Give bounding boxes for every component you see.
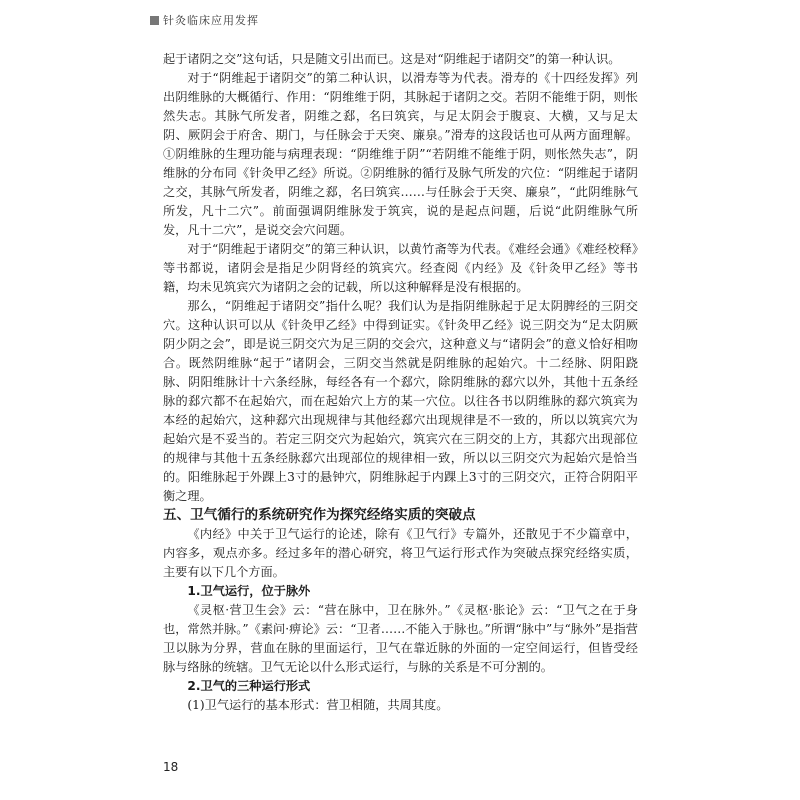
subsection-1-text: 《灵枢·营卫生会》云：“营在脉中，卫在脉外。”《灵枢·胀论》云：“卫气之在于身也，常然并脉。”《素问·痹论》云：“卫者……不能入于脉也。”所谓“脉中”与“脉外”是指营卫以脉为分界，营血在脉的里面运行，卫气在靠近脉的外面的一定空间运行，但皆受经脉与络脉的统辖。卫气无论以什么形式运行，与脉的关系是不可分割的。 <box>163 603 638 674</box>
paragraph-continuation: 起于诸阴之交”这句话，只是随文引出而已。这是对“阴维起于诸阴交”的第一种认识。 <box>163 52 621 66</box>
paragraph: 对于“阴维起于诸阴交”的第三种认识，以黄竹斋等为代表。《难经会通》《难经校释》等书都说，诸阴会是指足少阴肾经的筑宾穴。经查阅《内经》及《针灸甲乙经》等书籍，均未见筑宾穴为诸阴之会的记载，所以这种解释是没有根据的。 <box>163 242 638 294</box>
paragraph: 对于“阴维起于诸阴交”的第二种认识，以滑寿等为代表。滑寿的《十四经发挥》列出阴维脉的大概循行、作用：“阴维维于阴，其脉起于诸阴之交。若阴不能维于阴，则怅然失志。其脉气所发者，阴维之郄，名曰筑宾，与足太阴会于腹哀、大横，又与足太阴、厥阴会于府舍、期门，与任脉会于天突、廉泉。”滑寿的这段话也可从两方面理解。①阴维脉的生理功能与病理表现：“阴维维于阴”“若阴维不能维于阴，则怅然失志”，阴维脉的分布同《针灸甲乙经》所说。②阴维脉的循行及脉气所发的穴位：“阴维起于诸阴之交，其脉气所发者，阴维之郄，名曰筑宾……与任脉会于天突、廉泉”，“此阴维脉气所发，凡十二穴”。前面强调阴维脉发于筑宾，说的是起点问题，后说“此阴维脉气所发，凡十二穴”，是说交会穴问题。 <box>163 71 638 237</box>
subheading-1: 1.卫气运行，位于脉外 <box>187 584 311 598</box>
list-item: (1)卫气运行的基本形式：营卫相随，共周其度。 <box>187 698 449 712</box>
page-number: 18 <box>163 760 179 774</box>
section-intro: 《内经》中关于卫气运行的论述，除有《卫气行》专篇外，还散见于不少篇章中，内容多，观点亦多。经过多年的潜心研究，将卫气运行形式作为突破点探究经络实质，主要有以下几个方面。 <box>163 527 638 579</box>
running-header-title: 针灸临床应用发挥 <box>163 14 259 27</box>
paragraph: 那么，“阴维起于诸阴交”指什么呢？我们认为是指阴维脉起于足太阴脾经的三阴交穴。这种认识可以从《针灸甲乙经》中得到证实。《针灸甲乙经》说三阴交为“足太阴厥阴少阴之会”，即是说三阴交穴为足三阴的交会穴，这种意义与“诸阴会”的意义恰好相吻合。既然阴维脉“起于”诸阴会，三阴交当然就是阴维脉的起始穴。十二经脉、阴阳跷脉、阴阳维脉计十六条经脉，每经各有一个郄穴，除阴维脉的郄穴以外，其他十五条经脉的郄穴都不在起始穴，而在起始穴上方的某一穴位。以往各书以阴维脉的郄穴筑宾为本经的起始穴，这种郄穴出现规律与其他经郄穴出现规律是不一致的，所以以筑宾穴为起始穴是不妥当的。若定三阴交穴为起始穴，筑宾穴在三阴交的上方，其郄穴出现部位的规律与其他十五条经脉郄穴出现部位的规律相一致，所以以三阴交穴为起始穴是恰当的。阳维脉起于外踝上3寸的悬钟穴，阴维脉起于内踝上3寸的三阴交穴，正符合阴阳平衡之理。 <box>163 299 638 503</box>
running-header <box>150 12 259 28</box>
section-heading: 五、卫气循行的系统研究作为探究经络实质的突破点 <box>163 507 476 523</box>
header-square-icon <box>150 16 159 25</box>
body-text <box>163 50 638 715</box>
subheading-2: 2.卫气的三种运行形式 <box>187 679 311 693</box>
